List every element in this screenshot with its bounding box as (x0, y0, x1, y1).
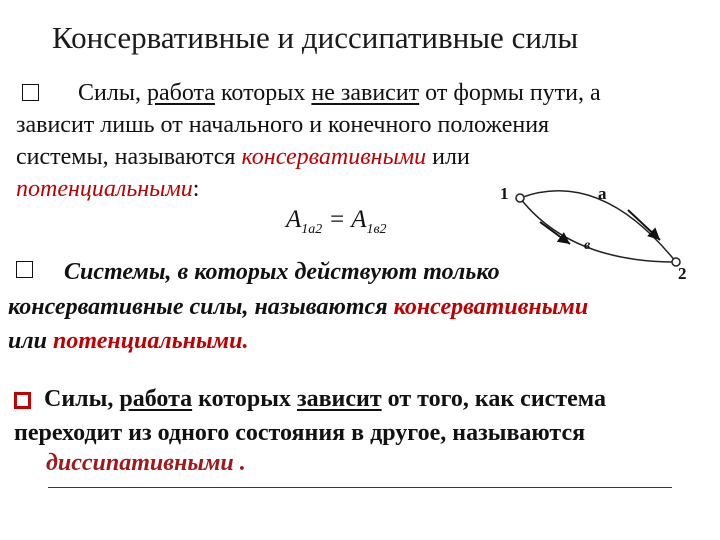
para3-text: Силы, (44, 386, 120, 412)
term-potential-bold: потенциальными. (53, 328, 249, 354)
path-b-label: в (584, 238, 591, 253)
para1-line2: зависит лишь от начального и конечного положения (16, 112, 550, 138)
para2-line1: Системы, в которых действуют только (64, 259, 500, 285)
point-2-label: 2 (678, 264, 687, 283)
page-title: Консервативные и диссипативные силы (52, 20, 579, 55)
divider-line (48, 487, 672, 488)
point-1-marker (516, 194, 524, 202)
term-conservative: консервативными (241, 144, 427, 170)
para1-underlined-work: работа (146, 80, 215, 106)
formula-eq: = (322, 206, 352, 233)
para3-text: которых (192, 386, 297, 412)
para2-text: консервативные силы, называются (8, 294, 394, 320)
para3-text: от того, как система (381, 386, 606, 412)
para3-line1 (44, 384, 606, 414)
path-b-curve (520, 198, 676, 262)
checkbox-bullet-icon-red (14, 392, 31, 409)
para1-text: Силы, (78, 80, 147, 106)
arrow-path-b (540, 222, 570, 244)
path-a-label: a (598, 184, 607, 203)
para2-text: или (8, 328, 54, 354)
para3-underlined-work: работа (119, 386, 193, 412)
para1-text: : (192, 176, 200, 202)
point-1-label: 1 (500, 184, 509, 203)
term-potential: потенциальными (16, 176, 193, 202)
para1-text: от формы пути, а (419, 80, 601, 106)
para1-underlined-independent: не зависит (311, 80, 420, 106)
formula-right-sub: 1в2 (366, 222, 387, 237)
para1-text: или (426, 144, 470, 170)
formula-left: A (286, 206, 302, 233)
formula-right: A (351, 206, 367, 233)
para1-text: системы, называются (16, 144, 242, 170)
formula-left-sub: 1a2 (301, 222, 323, 237)
para3-underlined-depends: зависит (296, 386, 382, 412)
para2-line3 (8, 326, 248, 356)
term-dissipative: диссипативными . (46, 450, 246, 476)
para2-line2 (8, 292, 588, 322)
term-conservative-bold: консервативными (393, 294, 589, 320)
arrow-path-a (628, 210, 660, 240)
para1-text: которых (214, 80, 312, 106)
para3-line2: переходит из одного состояния в другое, называются (14, 420, 586, 446)
checkbox-bullet-icon (16, 261, 33, 278)
